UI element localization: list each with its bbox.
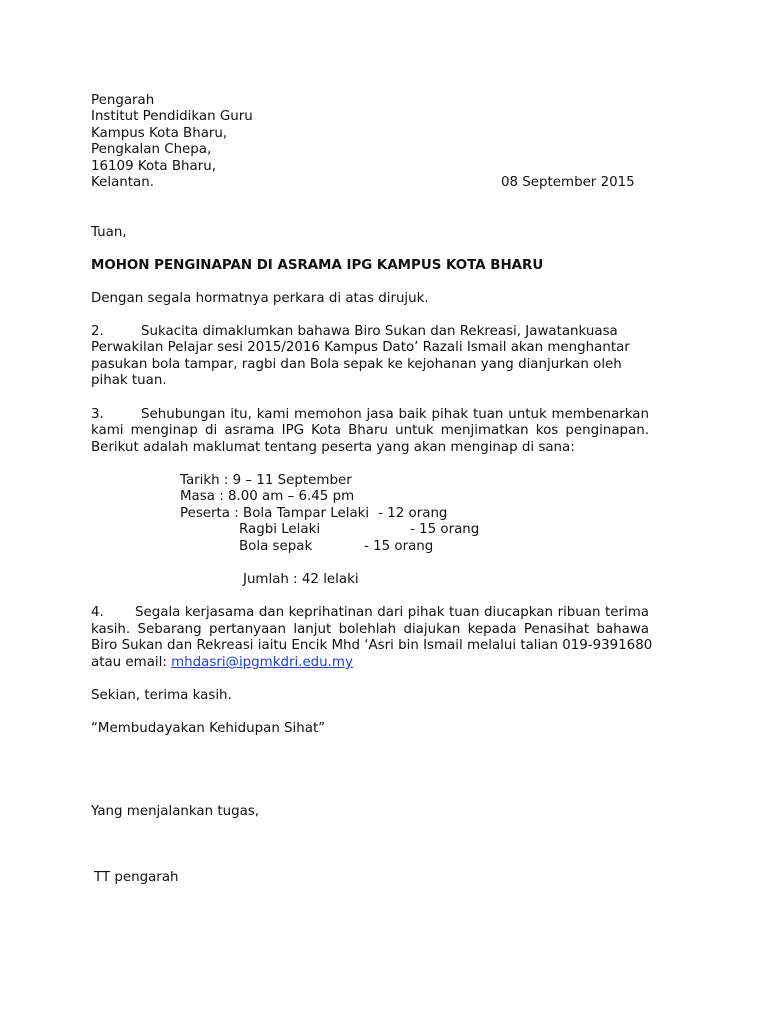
salutation: Tuan,: [91, 225, 127, 240]
para4-text-1: Segala kerjasama dan keprihatinan dari pihak tuan diucapkan ribuan terima: [135, 605, 649, 620]
email-link[interactable]: mhdasri@ipgmkdri.edu.my: [171, 655, 353, 670]
peserta-item-2-count: - 15 orang: [410, 522, 480, 537]
peserta-item-1-name: Bola Tampar Lelaki: [243, 506, 370, 521]
para4-number: 4.: [91, 605, 104, 620]
email-prefix: atau email:: [91, 655, 172, 670]
para3-line-1: [91, 407, 649, 423]
para2-line-3: pasukan bola tampar, ragbi dan Bola sepak ke kejohanan yang dianjurkan oleh: [91, 357, 622, 372]
para3-text-1: Sehubungan itu, kami memohon jasa baik pihak tuan untuk membenarkan: [141, 407, 649, 422]
detail-jumlah: Jumlah : 42 lelaki: [243, 572, 359, 587]
peserta-item-1-count: - 12 orang: [378, 506, 448, 521]
detail-tarikh: Tarikh : 9 – 11 September: [180, 473, 352, 488]
para2-line-1: [91, 324, 618, 340]
detail-masa: Masa : 8.00 am – 6.45 pm: [180, 489, 355, 504]
para3-number: 3.: [91, 407, 104, 422]
address-line-2: Institut Pendidikan Guru: [91, 109, 253, 124]
para4-line-1: [91, 605, 649, 621]
address-line-4: Pengkalan Chepa,: [91, 142, 212, 157]
signature-text: TT pengarah: [94, 870, 179, 885]
peserta-item-2-name: Ragbi Lelaki: [239, 522, 321, 537]
para4-line-3: Biro Sukan dan Rekreasi iaitu Encik Mhd ‘Asri bin Ismail melalui talian 019-9391680: [91, 638, 653, 653]
peserta-label: Peserta :: [180, 506, 244, 521]
detail-peserta: [180, 506, 447, 522]
peserta-item-3-name: Bola sepak: [239, 539, 313, 554]
address-line-1: Pengarah: [91, 93, 155, 108]
para4-line-4: [91, 655, 353, 671]
para2-text-1: Sukacita dimaklumkan bahawa Biro Sukan dan Rekreasi, Jawatankuasa: [141, 324, 618, 339]
para2-line-2: Perwakilan Pelajar sesi 2015/2016 Kampus Dato’ Razali Ismail akan menghantar: [91, 340, 630, 355]
address-line-3: Kampus Kota Bharu,: [91, 126, 228, 141]
letter-date: 08 September 2015: [501, 175, 635, 190]
para2-number: 2.: [91, 324, 104, 339]
motto-text: “Membudayakan Kehidupan Sihat”: [91, 721, 326, 736]
intro-paragraph: Dengan segala hormatnya perkara di atas dirujuk.: [91, 291, 429, 306]
closing-text: Sekian, terima kasih.: [91, 688, 232, 703]
address-line-5: 16109 Kota Bharu,: [91, 159, 217, 174]
signoff-text: Yang menjalankan tugas,: [91, 804, 260, 819]
para3-line-3: Berikut adalah maklumat tentang peserta yang akan menginap di sana:: [91, 440, 575, 455]
para2-line-4: pihak tuan.: [91, 373, 167, 388]
para4-line-2: kasih. Sebarang pertanyaan lanjut bolehlah diajukan kepada Penasihat bahawa: [91, 622, 649, 637]
letter-subject: MOHON PENGINAPAN DI ASRAMA IPG KAMPUS KOTA BHARU: [91, 258, 544, 273]
para3-line-2: kami menginap di asrama IPG Kota Bharu untuk menjimatkan kos penginapan.: [91, 423, 649, 438]
peserta-item-3-count: - 15 orang: [364, 539, 434, 554]
address-line-6: Kelantan.: [91, 175, 154, 190]
